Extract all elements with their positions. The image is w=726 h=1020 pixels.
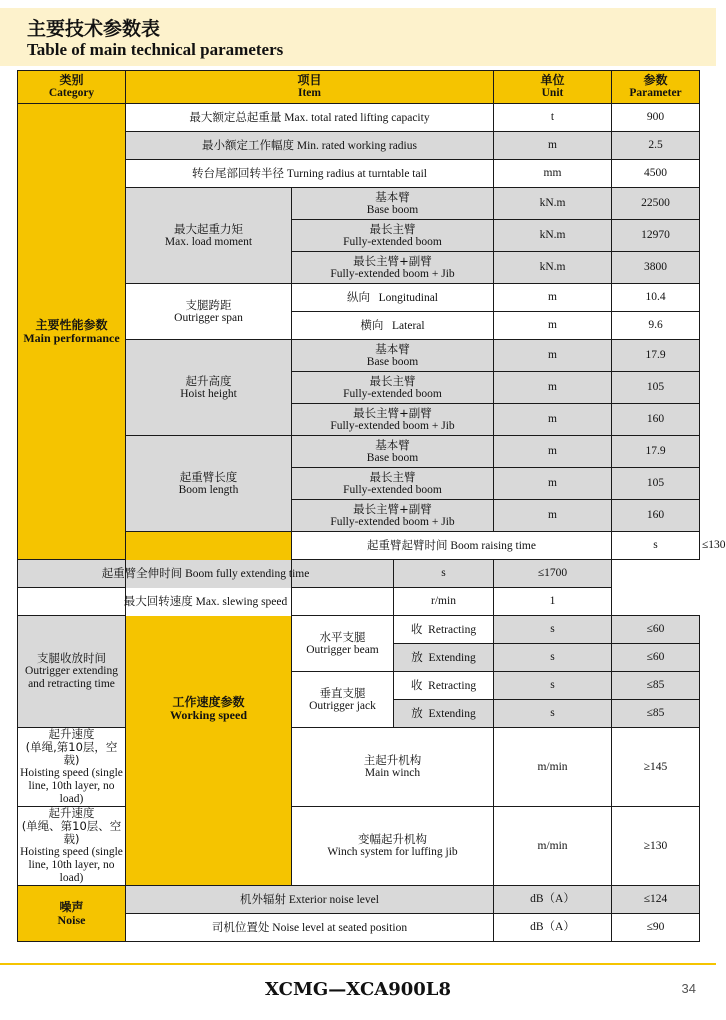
category-working-speed: 工作速度参数 Working speed <box>126 532 292 886</box>
unit-cell: m <box>494 132 612 160</box>
footer-divider <box>0 963 716 965</box>
table-header-row <box>18 71 700 104</box>
sub-item-cell: 变幅起升机构 Winch system for luffing jib <box>292 807 494 886</box>
value-cell: 3800 <box>612 252 700 284</box>
group-label-outrigger-time: 支腿收放时间 Outrigger extending and retracting time <box>18 616 126 728</box>
group-label-outrigger-span: 支腿跨距 Outrigger span <box>126 284 292 340</box>
value-cell: 160 <box>612 500 700 532</box>
value-cell: 900 <box>612 104 700 132</box>
value-cell: ≤1700 <box>494 560 612 588</box>
table-row <box>18 560 700 588</box>
hoisting-speed-label: 起升速度 (单绳,第10层，空载) Hoisting speed (single line, 10th layer, no load) <box>18 728 126 807</box>
sub-item-cell: 最长主臂 Fully-extended boom <box>292 220 494 252</box>
table-row: 工作速度参数 Working speed 起重臂起臂时间 Boom raising time s ≤130 <box>18 532 700 560</box>
item-cell: 起重臂全伸时间 Boom fully extending time <box>18 560 394 588</box>
table-row <box>18 104 700 132</box>
group-label-boom-length: 起重臂长度 Boom length <box>126 436 292 532</box>
sub-item-cell: 最长主臂+副臂 Fully-extended boom + Jib <box>292 404 494 436</box>
page-number: 34 <box>681 981 696 996</box>
unit-cell: s <box>494 616 612 644</box>
outrigger-beam-label: 水平支腿 Outrigger beam <box>292 616 394 672</box>
item-cell: 最小额定工作幅度 Min. rated working radius <box>126 132 494 160</box>
unit-cell: mm <box>494 160 612 188</box>
value-cell: ≤60 <box>612 616 700 644</box>
table-row <box>18 616 700 644</box>
sub-item-cell: 主起升机构 Main winch <box>292 728 494 807</box>
sub-item-cell: 横向 Lateral <box>292 312 494 340</box>
page-title-en: Table of main technical parameters <box>27 40 284 59</box>
value-cell: ≥145 <box>612 728 700 807</box>
unit-cell: t <box>494 104 612 132</box>
value-cell: 1 <box>494 588 612 616</box>
group-label-load-moment: 最大起重力矩 Max. load moment <box>126 188 292 284</box>
sub-item-cell: 放 Extending <box>394 644 494 672</box>
unit-cell: m <box>494 312 612 340</box>
group-label-hoist-height: 起升高度 Hoist height <box>126 340 292 436</box>
value-cell: 105 <box>612 372 700 404</box>
value-cell: 160 <box>612 404 700 436</box>
hoisting-speed-label: 起升速度 (单绳、第10层、空载) Hoisting speed (single line, 10th layer, no load) <box>18 807 126 886</box>
col-header-unit: 单位 Unit <box>494 71 612 104</box>
unit-cell: s <box>494 644 612 672</box>
unit-cell: r/min <box>394 588 494 616</box>
unit-cell: kN.m <box>494 220 612 252</box>
sub-item-cell: 放 Extending <box>394 700 494 728</box>
value-cell: 22500 <box>612 188 700 220</box>
sub-item-cell: 最长主臂 Fully-extended boom <box>292 468 494 500</box>
item-cell: 机外辐射 Exterior noise level <box>126 886 494 914</box>
unit-cell: m <box>494 372 612 404</box>
unit-cell: m/min <box>494 807 612 886</box>
table-row <box>18 588 700 616</box>
unit-cell: dB（A） <box>494 914 612 942</box>
value-cell: 17.9 <box>612 340 700 372</box>
sub-item-cell: 最长主臂+副臂 Fully-extended boom + Jib <box>292 500 494 532</box>
value-cell: 2.5 <box>612 132 700 160</box>
unit-cell: s <box>494 672 612 700</box>
table-row <box>18 807 700 886</box>
footer-brand: XCMG—XCA900L8 <box>265 979 451 1000</box>
item-cell: 转台尾部回转半径 Turning radius at turntable tail <box>126 160 494 188</box>
value-cell: ≤60 <box>612 644 700 672</box>
category-noise: 噪声 Noise <box>18 886 126 942</box>
sub-item-cell: 最长主臂+副臂 Fully-extended boom + Jib <box>292 252 494 284</box>
sub-item-cell: 基本臂 Base boom <box>292 188 494 220</box>
sub-item-cell: 基本臂 Base boom <box>292 436 494 468</box>
unit-cell: s <box>394 560 494 588</box>
value-cell: 10.4 <box>612 284 700 312</box>
value-cell: 12970 <box>612 220 700 252</box>
col-header-item: 项目 Item <box>126 71 494 104</box>
item-cell: 司机位置处 Noise level at seated position <box>126 914 494 942</box>
item-cell: 最大额定总起重量 Max. total rated lifting capacity <box>126 104 494 132</box>
unit-cell: m <box>494 468 612 500</box>
sub-item-cell: 最长主臂 Fully-extended boom <box>292 372 494 404</box>
value-cell: ≤90 <box>612 914 700 942</box>
value-cell: ≤124 <box>612 886 700 914</box>
table-row <box>18 886 700 914</box>
value-cell: 4500 <box>612 160 700 188</box>
value-cell: ≥130 <box>612 807 700 886</box>
unit-cell: kN.m <box>494 188 612 220</box>
page-title-cn: 主要技术参数表 <box>27 18 161 40</box>
table-row <box>18 728 700 807</box>
col-header-category: 类别 Category <box>18 71 126 104</box>
unit-cell: m <box>494 404 612 436</box>
item-cell: 最大回转速度 Max. slewing speed <box>18 588 394 616</box>
unit-cell: s <box>612 532 700 560</box>
unit-cell: kN.m <box>494 252 612 284</box>
unit-cell: m <box>494 500 612 532</box>
value-cell: ≤85 <box>612 672 700 700</box>
sub-item-cell: 纵向 Longitudinal <box>292 284 494 312</box>
unit-cell: s <box>494 700 612 728</box>
sub-item-cell: 收 Retracting <box>394 672 494 700</box>
unit-cell: dB（A） <box>494 886 612 914</box>
parameters-table <box>17 70 726 942</box>
category-main-performance: 主要性能参数 Main performance <box>18 104 126 560</box>
value-cell: 105 <box>612 468 700 500</box>
value-cell: 9.6 <box>612 312 700 340</box>
col-header-parameter: 参数 Parameter <box>612 71 700 104</box>
unit-cell: m/min <box>494 728 612 807</box>
sub-item-cell: 基本臂 Base boom <box>292 340 494 372</box>
item-cell: 起重臂起臂时间 Boom raising time <box>292 532 612 560</box>
sub-item-cell: 收 Retracting <box>394 616 494 644</box>
value-cell: 17.9 <box>612 436 700 468</box>
unit-cell: m <box>494 284 612 312</box>
outrigger-jack-label: 垂直支腿 Outrigger jack <box>292 672 394 728</box>
unit-cell: m <box>494 340 612 372</box>
value-cell: ≤85 <box>612 700 700 728</box>
unit-cell: m <box>494 436 612 468</box>
